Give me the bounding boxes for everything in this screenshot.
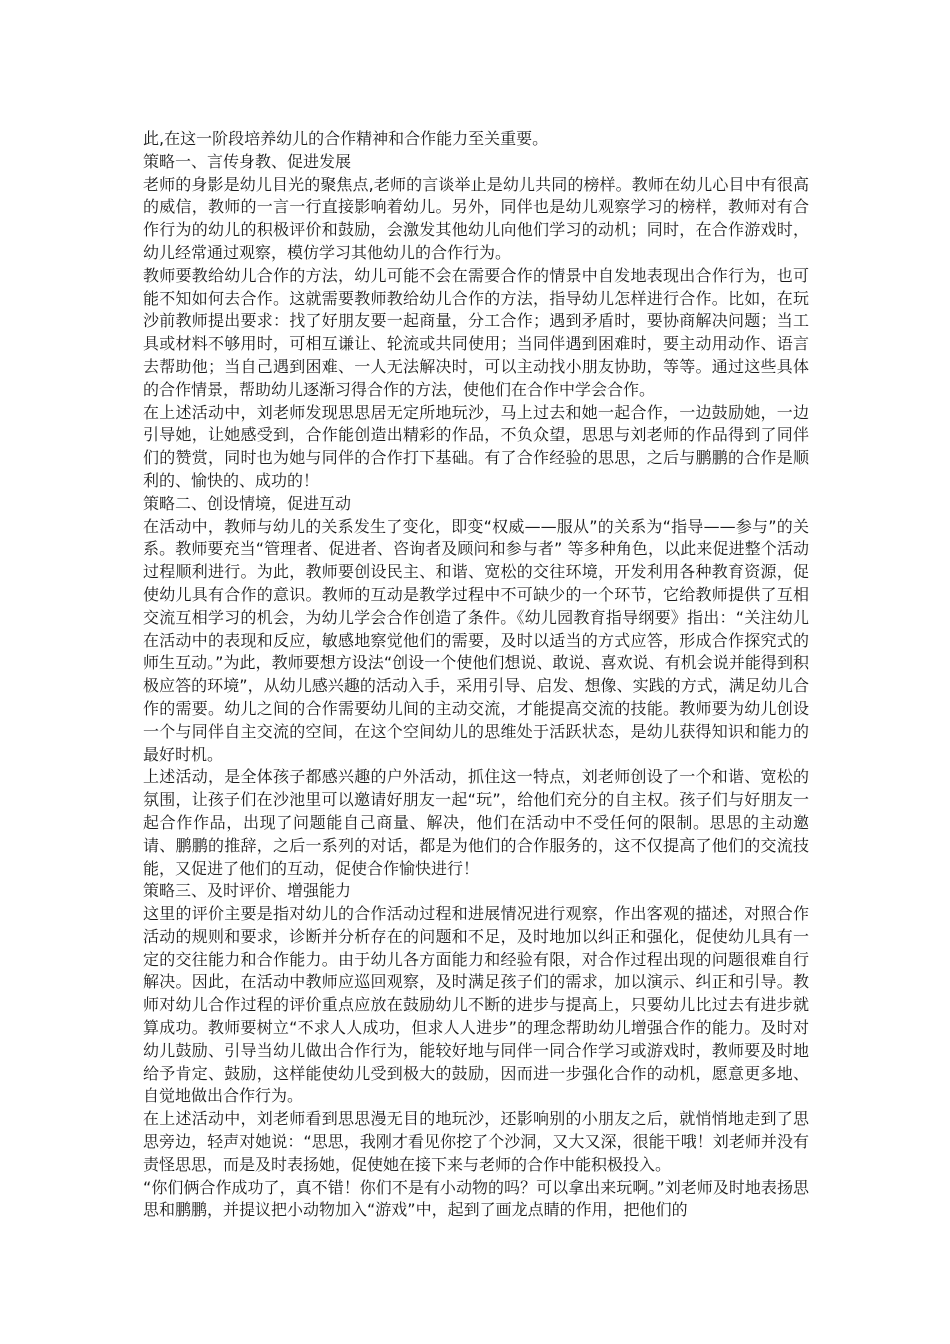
- paragraph-activity-analysis-2: 上述活动，是全体孩子都感兴趣的户外活动，抓住这一特点，刘老师创设了一个和谐、宽松的氛围，让孩子们在沙池里可以邀请好朋友一起“玩”，给他们充分的自主权。孩子们与好朋友一起合作作品，出现了问题能自己商量、解决，他们在活动中不受任何的限制。思思的主动邀请、鹏鹏的推辞，之后一系列的对话，都是为他们的合作服务的，这不仅提高了他们的交流技能，又促进了他们的互动，促使合作愉快进行！: [143, 767, 809, 878]
- heading-strategy-3: 策略三、及时评价、增强能力: [143, 881, 352, 901]
- paragraph-teacher-child-interaction: 在活动中，教师与幼儿的关系发生了变化，即变“权威——服从”的关系为“指导——参与”的关系。教师要充当“管理者、促进者、咨询者及顾问和参与者” 等多种角色，以此来促进整个活动过程顺利进行。为此，教师要创设民主、和谐、宽松的交往环境，开发利用各种教育资源，促使幼儿具有合作的意识。教师的互动是教学过程中不可缺少的一个环节，它给教师提供了互相交流互相学习的机会，为幼儿学会合作创造了条件。《幼儿园教育指导纲要》指出：“关注幼儿在活动中的表现和反应，敏感地察觉他们的需要，及时以适当的方式应答，形成合作探究式的师生互动。”为此，教师要想方设法“创设一个使他们想说、敢说、喜欢说、有机会说并能得到积极应答的环境”，从幼儿感兴趣的活动入手，采用引导、启发、想像、实践的方式，满足幼儿合作的需要。幼儿之间的合作需要幼儿间的主动交流，才能提高交流的技能。教师要为幼儿创设一个与同伴自主交流的空间，在这个空间幼儿的思维处于活跃状态，是幼儿获得知识和能力的最好时机。: [143, 516, 809, 764]
- paragraph-activity-analysis-3: 在上述活动中，刘老师看到思思漫无目的地玩沙，还影响别的小朋友之后，就悄悄地走到了思思旁边，轻声对她说：“思思，我刚才看见你挖了个沙洞，又大又深，很能干哦！刘老师并没有责怪思思，而是及时表扬她，促使她在接下来与老师的合作中能积极投入。: [143, 1109, 809, 1174]
- paragraph-timely-evaluation: 这里的评价主要是指对幼儿的合作活动过程和进展情况进行观察，作出客观的描述，对照合作活动的规则和要求，诊断并分析存在的问题和不足，及时地加以纠正和强化，促使幼儿具有一定的交往能力和合作能力。由于幼儿各方面能力和经验有限，对合作过程出现的问题很难自行解决。因此，在活动中教师应巡回观察，及时满足孩子们的需求，加以演示、纠正和引导。教师对幼儿合作过程的评价重点应放在鼓励幼儿不断的进步与提高上，只要幼儿比过去有进步就算成功。教师要树立“不求人人成功，但求人人进步”的理念帮助幼儿增强合作的能力。及时对幼儿鼓励、引导当幼儿做出合作行为，能较好地与同伴一同合作学习或游戏时，教师要及时地给予肯定、鼓励，这样能使幼儿受到极大的鼓励，因而进一步强化合作的动机，愿意更多地、自觉地做出合作行为。: [143, 904, 809, 1106]
- paragraph-praise-quote: “你们俩合作成功了，真不错！你们不是有小动物的吗？可以拿出来玩啊。”刘老师及时地表扬思思和鹏鹏，并提议把小动物加入“游戏”中，起到了画龙点睛的作用，把他们的: [143, 1177, 809, 1220]
- document-page: [143, 128, 809, 1222]
- heading-strategy-1: 策略一、言传身教、促进发展: [143, 151, 352, 171]
- paragraph-teacher-role-model: 老师的身影是幼儿目光的聚焦点,老师的言谈举止是幼儿共同的榜样。教师在幼儿心目中有很高的威信，教师的一言一行直接影响着幼儿。另外，同伴也是幼儿观察学习的榜样，教师对有合作行为的幼儿的积极评价和鼓励，会激发其他幼儿向他们学习的动机；同时，在合作游戏时，幼儿经常通过观察，模仿学习其他幼儿的合作行为。: [143, 174, 809, 262]
- paragraph-activity-analysis-1: 在上述活动中，刘老师发现思思居无定所地玩沙，马上过去和她一起合作，一边鼓励她，一边引导她，让她感受到，合作能创造出精彩的作品，不负众望，思思与刘老师的作品得到了同伴们的赞赏，同时也为她与同伴的合作打下基础。有了合作经验的思思，之后与鹏鹏的合作是顺利的、愉快的、成功的！: [143, 402, 809, 490]
- paragraph-intro-tail: 此,在这一阶段培养幼儿的合作精神和合作能力至关重要。: [143, 129, 549, 148]
- paragraph-teach-cooperation-methods: 教师要教给幼儿合作的方法，幼儿可能不会在需要合作的情景中自发地表现出合作行为，也可能不知如何去合作。这就需要教师教给幼儿合作的方法，指导幼儿怎样进行合作。比如，在玩沙前教师提出要求：找了好朋友要一起商量，分工合作；遇到矛盾时，要协商解决问题；当工具或材料不够用时，可相互谦让、轮流或共同使用；当同伴遇到困难时，要主动用动作、语言去帮助他；当自己遇到困难、一人无法解决时，可以主动找小朋友协助，等等。通过这些具体的合作情景，帮助幼儿逐渐习得合作的方法，使他们在合作中学会合作。: [143, 265, 809, 399]
- heading-strategy-2: 策略二、创设情境，促进互动: [143, 493, 352, 513]
